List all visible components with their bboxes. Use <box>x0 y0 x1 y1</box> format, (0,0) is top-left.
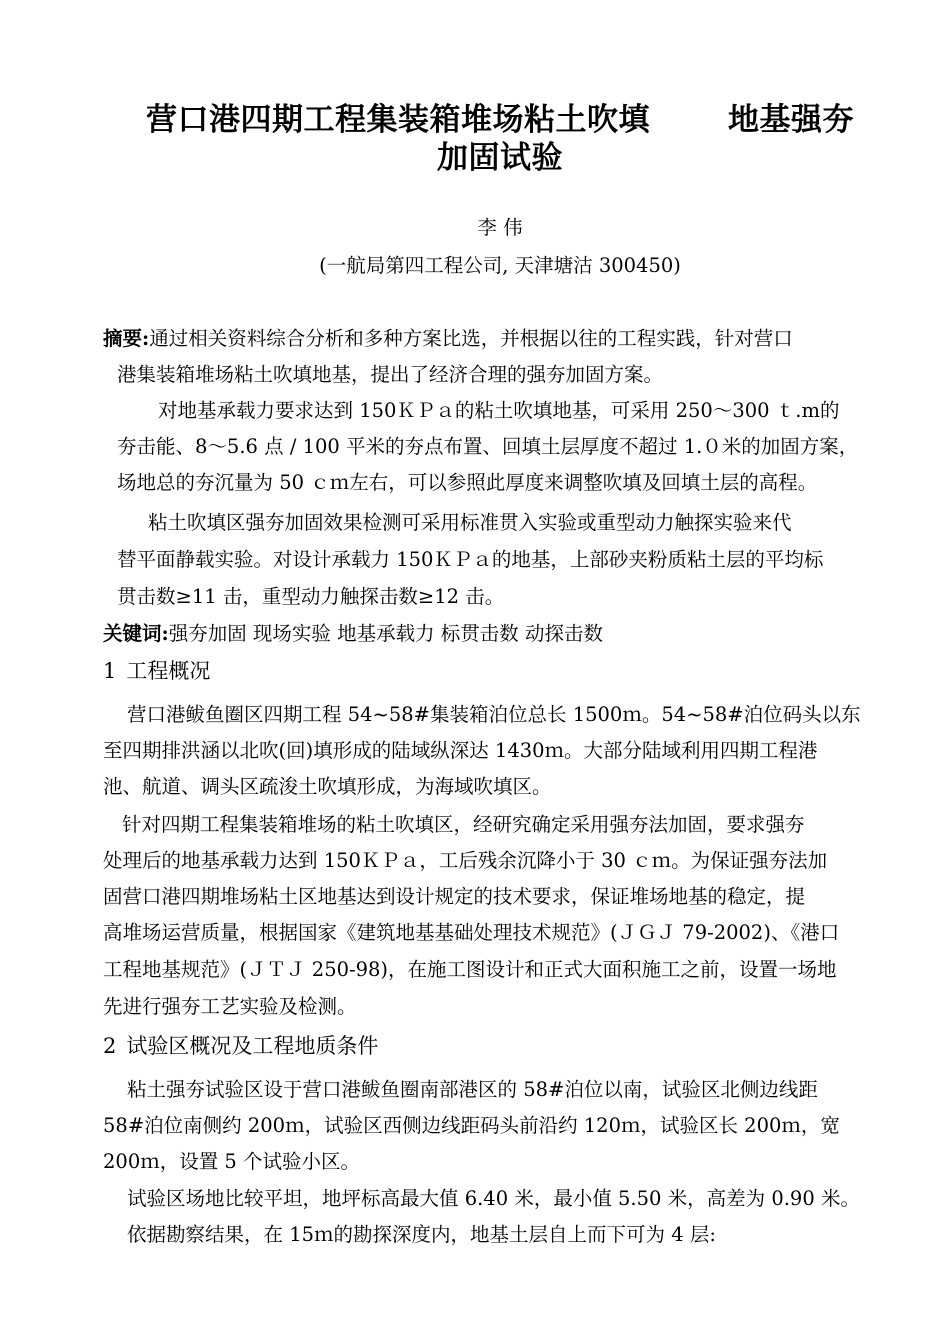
abstract-line: 场地总的夯沉量为 50 ｃｍ左右，可以参照此厚度来调整吹填及回填土层的高程。 <box>117 471 818 494</box>
section-number: 2 <box>103 1034 117 1058</box>
abstract-line: 替平面静载实验。对设计承载力 150ＫＰａ的地基，上部砂夹粉质粘土层的平均标 <box>117 548 824 571</box>
title-line-1 <box>100 100 900 140</box>
section-title: 工程概况 <box>126 659 211 683</box>
body-line: 营口港鲅鱼圈区四期工程 54~58#集装箱泊位总长 1500ｍ。54~58#泊位码头以东 <box>127 703 861 726</box>
body-line: 池、航道、调头区疏浚土吹填形成，为海域吹填区。 <box>103 775 552 798</box>
body-line: 高堆场运营质量，根据国家《建筑地基基础处理技术规范》(ＪＧＪ 79-2002)、《港口 <box>103 921 840 944</box>
body-line: 试验区场地比较平坦，地坪标高最大值 6.40 米，最小值 5.50 米，高差为 0.90 米。 <box>127 1187 860 1210</box>
title-part-2: 地基强夯 <box>728 102 854 138</box>
body-line: 至四期排洪涵以北吹(回)填形成的陆域纵深达 1430ｍ。大部分陆域利用四期工程港 <box>103 739 818 762</box>
section-2-heading <box>103 1032 378 1060</box>
abstract-line: 贯击数≥11 击，重型动力触探击数≥12 击。 <box>117 585 505 608</box>
keywords <box>103 621 603 647</box>
title-line-2: 加固试验 <box>437 140 563 176</box>
body-line: 固营口港四期堆场粘土区地基达到设计规定的技术要求，保证堆场地基的稳定，提 <box>103 885 806 908</box>
body-line: 58#泊位南侧约 200ｍ，试验区西侧边线距码头前沿约 120ｍ，试验区长 200ｍ，宽 <box>103 1114 840 1137</box>
abstract-line: 摘要:通过相关资料综合分析和多种方案比选，并根据以往的工程实践，针对营口 <box>103 327 793 350</box>
body-line: 处理后的地基承载力达到 150ＫＰａ，工后残余沉降小于 30 ｃｍ。为保证强夯法加 <box>103 849 828 872</box>
keywords-label: 关键词: <box>103 622 169 645</box>
title-part-1: 营口港四期工程集装箱堆场粘土吹填 <box>146 102 650 138</box>
body-line: 200ｍ，设置 5 个试验小区。 <box>103 1150 361 1173</box>
section-number: 1 <box>103 659 117 683</box>
abstract-line: 夯击能、8～5.6 点 / 100 平米的夯点布置、回填土层厚度不超过 1.０米的加固方案， <box>117 435 859 458</box>
abstract-line: 港集装箱堆场粘土吹填地基，提出了经济合理的强夯加固方案。 <box>117 363 664 386</box>
affiliation: (一航局第四工程公司, 天津塘沽 300450) <box>319 254 681 277</box>
body-line: 依据勘察结果，在 15ｍ的勘探深度内，地基土层自上而下可为 4 层: <box>127 1223 716 1246</box>
author: 李 伟 <box>477 216 523 239</box>
body-line: 工程地基规范》(ＪＴＪ 250-98)，在施工图设计和正式大面积施工之前，设置一场地 <box>103 958 837 981</box>
abstract-line: 对地基承载力要求达到 150ＫＰａ的粘土吹填地基，可采用 250～300 ｔ.m的 <box>158 399 840 422</box>
abstract-line: 粘土吹填区强夯加固效果检测可采用标准贯入实验或重型动力触探实验来代 <box>148 511 792 534</box>
section-1-heading <box>103 657 210 685</box>
section-title: 试验区概况及工程地质条件 <box>126 1034 379 1058</box>
body-line: 粘土强夯试验区设于营口港鲅鱼圈南部港区的 58#泊位以南，试验区北侧边线距 <box>127 1078 818 1101</box>
body-line: 先进行强夯工艺实验及检测。 <box>103 995 357 1018</box>
abstract-label: 摘要: <box>103 327 150 350</box>
body-line: 针对四期工程集装箱堆场的粘土吹填区，经研究确定采用强夯法加固，要求强夯 <box>122 813 805 836</box>
keywords-items: 强夯加固 现场实验 地基承载力 标贯击数 动探击数 <box>168 622 603 645</box>
